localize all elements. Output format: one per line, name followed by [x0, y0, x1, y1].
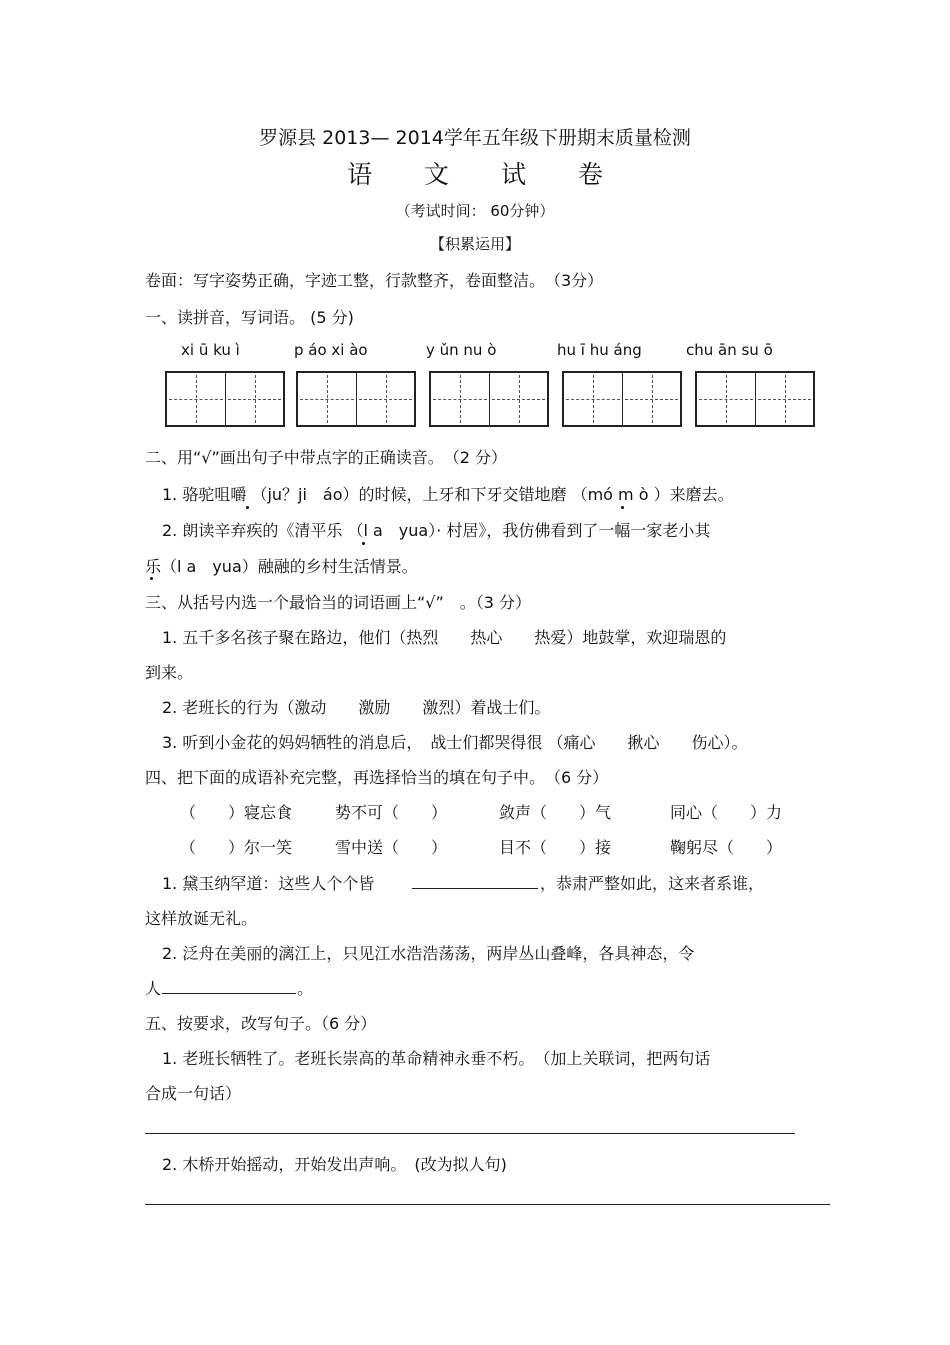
q5-heading: 五、按要求，改写句子。（6 分）: [145, 1014, 377, 1033]
q3-item-2: 2. 老班长的行为（激动 激励 激烈）着战士们。: [162, 698, 551, 717]
idiom-2: 势不可（ ）: [335, 803, 448, 822]
answer-blank[interactable]: [412, 870, 538, 889]
emphasis-dot: [246, 506, 249, 509]
intro-line: 卷面：写字姿势正确，字迹工整，行款整齐，卷面整洁。 （3分）: [145, 271, 604, 290]
writing-box-3[interactable]: [429, 371, 549, 427]
q4-item-2b: 人: [145, 979, 162, 998]
pinyin-1: xi ū ku ì: [181, 341, 240, 359]
section-label: 【积累运用】: [429, 235, 520, 253]
idiom-5: （ ）尔一笑: [180, 838, 293, 857]
answer-line-1[interactable]: [145, 1133, 795, 1134]
q1-heading: 一、读拼音，写词语。 (5 分): [145, 308, 354, 327]
writing-box-1[interactable]: [165, 371, 285, 427]
pinyin-4: hu ī hu áng: [557, 341, 642, 359]
writing-box-5[interactable]: [695, 371, 815, 427]
q2-item-2b: 乐（l a yua）融融的乡村生活情景。: [145, 557, 418, 576]
q2-heading: 二、用“√”画出句子中带点字的正确读音。 （2 分）: [145, 448, 508, 467]
q4-item-2a: 2. 泛舟在美丽的漓江上，只见江水浩浩荡荡，两岸丛山叠峰，各具神态，令: [162, 944, 695, 963]
emphasis-dot: [621, 506, 624, 509]
pinyin-2: p áo xi ào: [294, 341, 368, 359]
exam-title: 罗源县 2013— 2014学年五年级下册期末质量检测: [259, 127, 691, 149]
q4-item-1c: 这样放诞无礼。: [145, 909, 258, 928]
q3-item-1b: 到来。: [145, 663, 194, 682]
q4-heading: 四、把下面的成语补充完整，再选择恰当的填在句子中。 （6 分）: [145, 768, 609, 787]
writing-box-4[interactable]: [562, 371, 682, 427]
answer-blank[interactable]: [162, 975, 296, 994]
idiom-1: （ ）寝忘食: [180, 803, 293, 822]
q2-item-1: 1. 骆驼咀嚼 （ju？ji áo）的时候，上牙和下牙交错地磨 （mó m ò ）来磨去。: [162, 485, 734, 504]
q5-item-1a: 1. 老班长牺牲了。老班长崇高的革命精神永垂不朽。 （加上关联词，把两句话: [162, 1049, 711, 1068]
idiom-8: 鞠躬尽（ ）: [670, 838, 783, 857]
q4-item-1b: ，恭肃严整如此，这来者系谁，: [540, 874, 765, 893]
pinyin-3: y ǔn nu ò: [426, 341, 497, 359]
q5-item-2: 2. 木桥开始摇动，开始发出声响。 (改为拟人句): [162, 1155, 507, 1174]
q3-item-3: 3. 听到小金花的妈妈牺牲的消息后， 战士们都哭得很 （痛心 揪心 伤心）。: [162, 733, 748, 752]
q3-item-1a: 1. 五千多名孩子聚在路边，他们（热烈 热心 热爱）地鼓掌，欢迎瑞恩的: [162, 628, 727, 647]
idiom-4: 同心（ ）力: [670, 803, 783, 822]
q3-heading: 三、从括号内选一个最恰当的词语画上“√” 。（3 分）: [145, 593, 532, 612]
q5-item-1b: 合成一句话）: [145, 1084, 242, 1103]
answer-line-2[interactable]: [145, 1204, 830, 1205]
exam-time-note: （考试时间： 60分钟）: [395, 202, 555, 220]
q4-item-1a: 1. 黛玉纳罕道：这些人个个皆: [162, 874, 375, 893]
q4-item-2c: 。: [297, 979, 314, 998]
idiom-3: 敛声（ ）气: [499, 803, 612, 822]
q2-item-2a: 2. 朗读辛弃疾的《清平乐 （l a yua）· 村居》，我仿佛看到了一幅一家老小其: [162, 521, 711, 540]
emphasis-dot: [150, 577, 153, 580]
pinyin-5: chu ān su ō: [686, 341, 773, 359]
exam-subtitle: 语 文 试 卷: [347, 160, 625, 189]
emphasis-dot: [362, 542, 365, 545]
writing-box-2[interactable]: [296, 371, 416, 427]
idiom-6: 雪中送（ ）: [335, 838, 448, 857]
idiom-7: 目不（ ）接: [499, 838, 612, 857]
